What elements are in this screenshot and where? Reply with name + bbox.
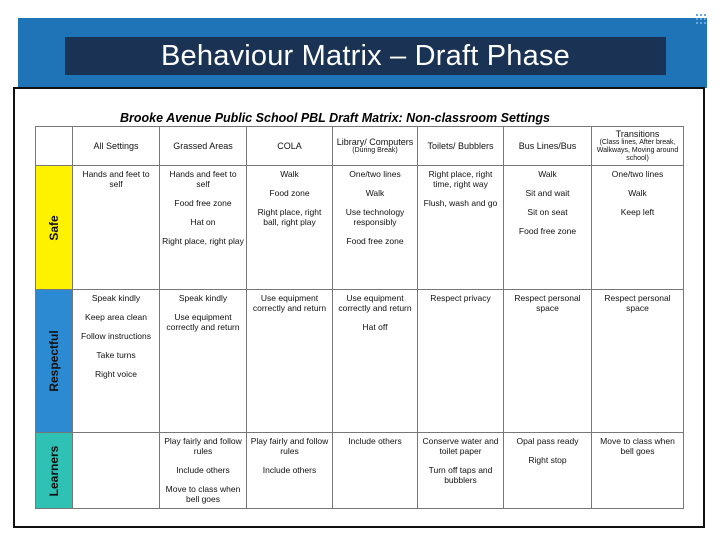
- matrix-cell: [504, 290, 592, 433]
- expectation-item: Respect personal space: [514, 293, 581, 313]
- slide-title-bar: [65, 37, 666, 75]
- matrix-cell: [160, 166, 247, 290]
- expectation-item: One/two lines: [611, 169, 664, 179]
- expectation-item: Keep left: [620, 207, 655, 217]
- column-header: Transitions (Class lines, After break, Walkways, Moving around school): [592, 127, 684, 166]
- expectation-item: Hands and feet to self: [82, 169, 150, 189]
- row-label-cell: [36, 433, 73, 509]
- matrix-cell: [592, 433, 684, 509]
- matrix-cell: [592, 166, 684, 290]
- document-title: Brooke Avenue Public School PBL Draft Matrix: Non-classroom Settings: [120, 111, 550, 125]
- expectation-item: Right voice: [94, 369, 138, 379]
- expectation-item: Walk: [628, 188, 647, 198]
- row-label: Learners: [47, 445, 61, 496]
- expectation-item: Walk: [280, 169, 299, 179]
- expectation-item: Food free zone: [346, 236, 404, 246]
- row-label: Safe: [47, 214, 61, 241]
- expectation-item: Use equipment correctly and return: [252, 293, 327, 313]
- matrix-cell: [73, 433, 160, 509]
- row-label-cell: [36, 166, 73, 290]
- expectation-item: Hat on: [190, 217, 216, 227]
- column-header: All Settings: [73, 127, 160, 166]
- matrix-row-safe: [36, 166, 684, 290]
- matrix-cell: [333, 433, 418, 509]
- expectation-item: Right stop: [528, 455, 567, 465]
- expectation-item: Right place, right ball, right play: [257, 207, 322, 227]
- column-header: Bus Lines/Bus: [504, 127, 592, 166]
- expectation-item: Right place, right time, right way: [428, 169, 493, 189]
- column-header: Toilets/ Bubblers: [418, 127, 504, 166]
- expectation-item: One/two lines: [349, 169, 401, 179]
- matrix-cell: [333, 290, 418, 433]
- expectation-item: Sit on seat: [527, 207, 568, 217]
- matrix-cell: [418, 290, 504, 433]
- expectation-item: Respect privacy: [430, 293, 491, 303]
- matrix-row-respectful: [36, 290, 684, 433]
- matrix-cell: [247, 290, 333, 433]
- matrix-cell: [160, 433, 247, 509]
- expectation-item: Follow instructions: [81, 331, 151, 341]
- expectation-item: Use equipment correctly and return: [166, 312, 240, 332]
- expectation-item: Use equipment correctly and return: [338, 293, 412, 313]
- matrix-row-learners: [36, 433, 684, 509]
- matrix-cell: [247, 433, 333, 509]
- matrix-cell: [418, 433, 504, 509]
- expectation-item: Speak kindly: [91, 293, 141, 303]
- decorative-dots: [696, 14, 706, 24]
- expectation-item: Flush, wash and go: [423, 198, 498, 208]
- expectation-item: Hat off: [362, 322, 388, 332]
- matrix-cell: [592, 290, 684, 433]
- expectation-item: Keep area clean: [85, 312, 147, 322]
- expectation-item: Include others: [348, 436, 402, 446]
- column-header: COLA: [247, 127, 333, 166]
- row-label-cell: [36, 290, 73, 433]
- expectation-item: Hands and feet to self: [169, 169, 237, 189]
- expectation-item: Move to class when bell goes: [165, 484, 241, 504]
- expectation-item: Move to class when bell goes: [600, 436, 675, 456]
- matrix-cell: [73, 290, 160, 433]
- expectation-item: Respect personal space: [604, 293, 671, 313]
- matrix-cell: [504, 166, 592, 290]
- expectation-item: Food free zone: [518, 226, 577, 236]
- matrix-cell: [73, 166, 160, 290]
- slide-title: Behaviour Matrix – Draft Phase: [161, 39, 570, 72]
- matrix-cell: [418, 166, 504, 290]
- expectation-item: Include others: [176, 465, 230, 475]
- expectation-item: Sit and wait: [525, 188, 570, 198]
- expectation-item: Conserve water and toilet paper: [422, 436, 499, 456]
- expectation-item: Turn off taps and bubblers: [428, 465, 493, 485]
- expectation-item: Walk: [365, 188, 385, 198]
- column-header: Grassed Areas: [160, 127, 247, 166]
- matrix-cell: [160, 290, 247, 433]
- expectation-item: Include others: [262, 465, 317, 475]
- expectation-item: Play fairly and follow rules: [164, 436, 242, 456]
- expectation-item: Opal pass ready: [516, 436, 579, 446]
- matrix-cell: [247, 166, 333, 290]
- matrix-cell: [504, 433, 592, 509]
- expectation-item: Right place, right play: [162, 236, 244, 246]
- behaviour-matrix-table: [35, 126, 684, 509]
- expectation-item: Use technology responsibly: [345, 207, 405, 227]
- expectation-item: Take turns: [96, 350, 136, 360]
- expectation-item: Speak kindly: [178, 293, 228, 303]
- row-label: Respectful: [47, 330, 61, 392]
- expectation-item: Food free zone: [174, 198, 232, 208]
- expectation-item: Walk: [538, 169, 557, 179]
- expectation-item: Play fairly and follow rules: [250, 436, 329, 456]
- expectation-item: Food zone: [269, 188, 310, 198]
- column-header: Library/ Computers (During Break): [333, 127, 418, 166]
- header-row: [36, 127, 684, 166]
- corner-cell: [36, 127, 73, 166]
- matrix-cell: [333, 166, 418, 290]
